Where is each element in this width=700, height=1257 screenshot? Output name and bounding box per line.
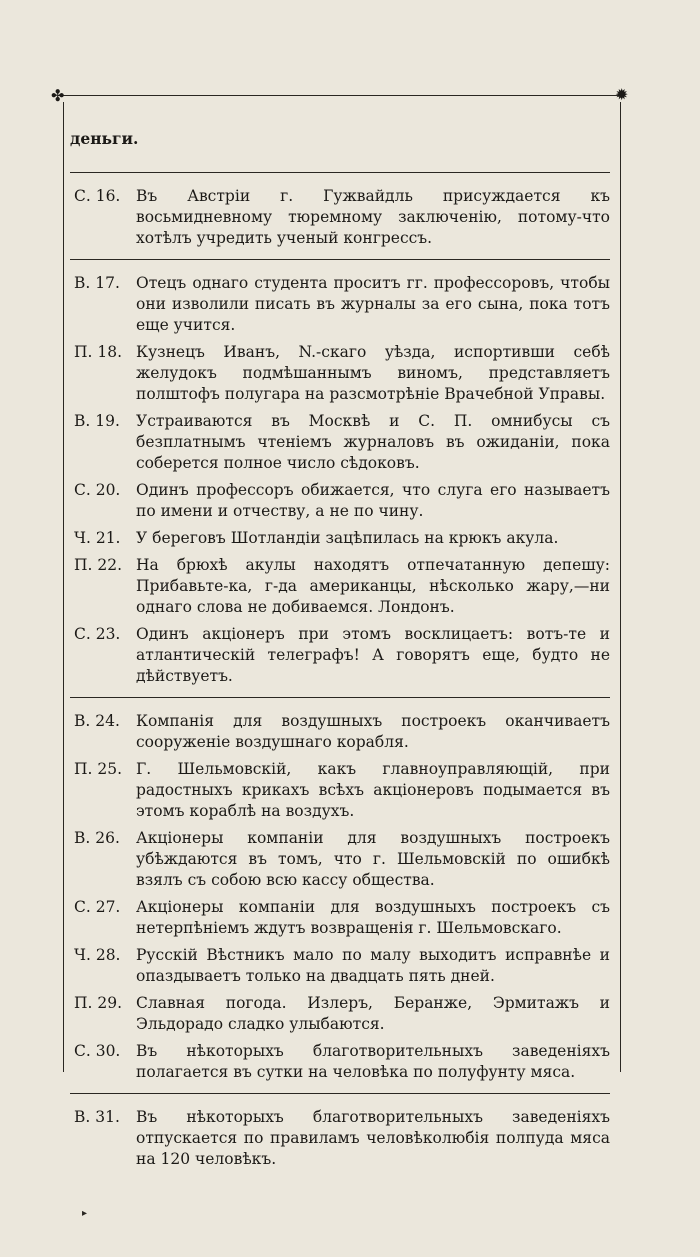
calendar-entry <box>70 993 610 1035</box>
entry-text: Компанія для воздушныхъ построекъ оканчиваетъ сооруженіе воздушнаго корабля. <box>136 712 610 751</box>
calendar-entry <box>70 624 610 687</box>
entry-day: С. 16. <box>74 187 121 205</box>
calendar-entry <box>70 1041 610 1083</box>
entry-day: В. 17. <box>74 274 120 292</box>
entry-day: В. 26. <box>74 829 120 847</box>
entry-day: П. 18. <box>74 343 123 361</box>
entry-text: Славная погода. Излеръ, Беранже, Эрмитажъ и Эльдорадо сладко улыбаются. <box>136 994 610 1033</box>
entry-day: П. 22. <box>74 556 123 574</box>
frame-left-rule <box>63 102 64 1072</box>
entry-text: Устраиваются въ Москвѣ и С. П. омнибусы съ безплатнымъ чтеніемъ журналовъ въ ожиданіи, пока соберется полное число сѣдоковъ. <box>136 412 610 472</box>
calendar-entry <box>70 697 610 753</box>
calendar-entry <box>70 897 610 939</box>
entry-text: Въ нѣкоторыхъ благотворительныхъ заведеніяхъ полагается въ сутки на человѣка по полуфунту мяса. <box>136 1042 610 1081</box>
entry-text: Г. Шельмовскій, какъ главноуправляющій, при радостныхъ крикахъ всѣхъ акціонеровъ подымается въ этомъ кораблѣ на воздухъ. <box>136 760 610 820</box>
calendar-entry <box>70 555 610 618</box>
entry-text: Русскій Вѣстникъ мало по малу выходитъ исправнѣе и опаздываетъ только на двадцать пять дней. <box>136 946 610 985</box>
calendar-entry <box>70 759 610 822</box>
left-ornament-icon: ✤ <box>51 86 65 105</box>
frame-right-rule <box>620 102 621 1072</box>
entry-text: Отецъ однаго студента проситъ гг. профессоровъ, чтобы они изволили писать въ журналы за его сына, пока тотъ еще учится. <box>136 274 610 334</box>
calendar-entry <box>70 528 610 549</box>
calendar-entry <box>70 828 610 891</box>
entry-day: П. 25. <box>74 760 123 778</box>
entry-day: В. 31. <box>74 1108 120 1126</box>
right-ornament-icon: ✹ <box>615 85 629 104</box>
entry-text: На брюхѣ акулы находятъ отпечатанную депешу: Прибавьте-ка, г-да американцы, нѣсколько жару,—ни однаго слова не добиваемся. Лондонъ. <box>136 556 610 616</box>
entry-text: Одинъ акціонеръ при этомъ восклицаетъ: вотъ-те и атлантическій телеграфъ! А говорятъ еще, будто не дѣйствуетъ. <box>136 625 610 685</box>
calendar-entry <box>70 945 610 987</box>
print-speck-icon: ▸ <box>82 1208 88 1219</box>
calendar-entry <box>70 1093 610 1170</box>
lead-text: деньги. <box>70 129 139 148</box>
entry-day: П. 29. <box>74 994 123 1012</box>
calendar-entry <box>70 411 610 474</box>
entry-day: Ч. 21. <box>74 529 121 547</box>
entry-text: Въ Австріи г. Гужвайдль присуждается къ восьмидневному тюремному заключенію, потому-что хотѣлъ учредить ученый конгрессъ. <box>136 187 610 247</box>
calendar-entry <box>70 259 610 336</box>
entries-list <box>70 172 610 1170</box>
calendar-page <box>70 120 610 1176</box>
entry-day: С. 20. <box>74 481 121 499</box>
calendar-entry <box>70 172 610 249</box>
calendar-entry <box>70 480 610 522</box>
entry-text: У береговъ Шотландіи зацѣпилась на крюкъ акула. <box>136 529 559 547</box>
entry-day: В. 24. <box>74 712 120 730</box>
entry-text: Одинъ профессоръ обижается, что слуга его называетъ по имени и отчеству, а не по чину. <box>136 481 610 520</box>
entry-text: Кузнецъ Иванъ, N.-скаго уѣзда, испортивши себѣ желудокъ подмѣшаннымъ виномъ, представляетъ полштофъ полугара на разсмотрѣніе Врачебной Управы. <box>136 343 610 403</box>
entry-day: С. 30. <box>74 1042 121 1060</box>
entry-text: Акціонеры компаніи для воздушныхъ построекъ убѣждаются въ томъ, что г. Шельмовскій по ошибкѣ взялъ съ собою всю кассу общества. <box>136 829 610 889</box>
entry-day: С. 27. <box>74 898 121 916</box>
calendar-entry <box>70 342 610 405</box>
entry-day: С. 23. <box>74 625 121 643</box>
entry-text: Въ нѣкоторыхъ благотворительныхъ заведеніяхъ отпускается по правиламъ человѣколюбія полпуда мяса на 120 человѣкъ. <box>136 1108 610 1168</box>
entry-day: Ч. 28. <box>74 946 121 964</box>
entry-day: В. 19. <box>74 412 120 430</box>
entry-text: Акціонеры компаніи для воздушныхъ построекъ съ нетерпѣніемъ ждутъ возвращенія г. Шельмовскаго. <box>136 898 610 937</box>
frame-top-rule <box>58 95 624 96</box>
